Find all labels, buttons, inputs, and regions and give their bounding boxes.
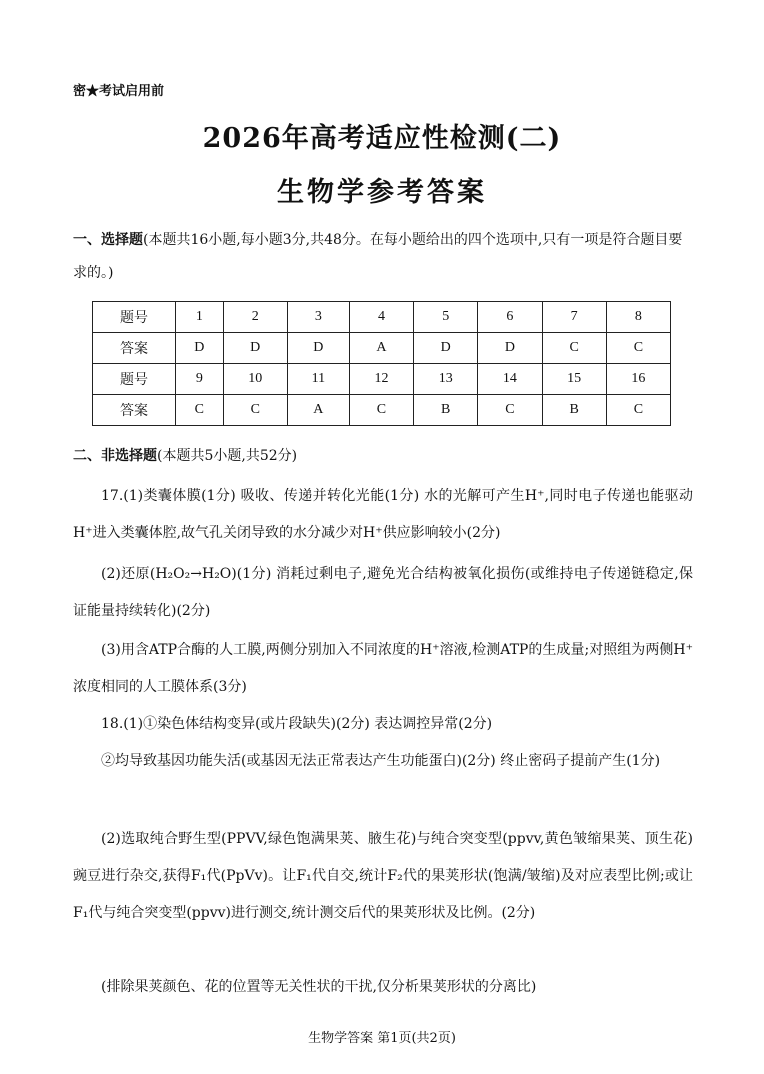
question-number: 16 [606,364,670,395]
answer-cell: D [223,333,287,364]
answer-cell: A [287,395,349,426]
answer-cell: D [478,333,542,364]
section-1-heading [73,224,693,290]
question-number: 12 [349,364,413,395]
table-row [93,364,671,395]
answer-cell: C [478,395,542,426]
answer-table [92,301,671,426]
question-number: 8 [606,302,670,333]
section-2-heading [73,440,693,473]
question-number: 7 [542,302,606,333]
table-row [93,395,671,426]
confidential-label: 密★考试启用前 [73,84,165,99]
question-number: 11 [287,364,349,395]
q18-part3: (2)选取纯合野生型(PPVV,绿色饱满果荚、腋生花)与纯合突变型(ppvv,黄色皱缩果荚、顶生花)豌豆进行杂交,获得F₁代(PpVv)。让F₁代自交,统计F₂代的果荚形状(饱满/皱缩)及对应表型比例;或让F₁代与纯合突变型(ppvv)进行测交,统计测交后代的果荚形状及比例。(2分) [73,831,693,921]
answer-cell: C [349,395,413,426]
page-subtitle: 生物学参考答案 [277,177,487,208]
q17-part3: (3)用含ATP合酶的人工膜,两侧分别加入不同浓度的H⁺溶液,检测ATP的生成量;对照组为两侧H⁺浓度相同的人工膜体系(3分) [73,642,693,695]
answer-cell: D [287,333,349,364]
question-number: 1 [176,302,224,333]
answer-cell: C [606,333,670,364]
section-1-description: (本题共16小题,每小题3分,共48分。在每小题给出的四个选项中,只有一项是符合题目要求的。) [73,232,683,281]
answer-cell: C [223,395,287,426]
q18-part1: 18.(1)①染色体结构变异(或片段缺失)(2分) 表达调控异常(2分) [101,716,493,732]
answer-cell: B [542,395,606,426]
answer-cell: D [176,333,224,364]
question-number: 2 [223,302,287,333]
answer-cell: C [176,395,224,426]
q17-part2: (2)还原(H₂O₂→H₂O)(1分) 消耗过剩电子,避免光合结构被氧化损伤(或维持电子传递链稳定,保证能量持续转化)(2分) [73,566,693,619]
question-number: 3 [287,302,349,333]
question-number: 9 [176,364,224,395]
section-1-label: 一、选择题 [73,232,143,248]
answer-header: 答案 [93,333,176,364]
table-row [93,302,671,333]
question-number-header: 题号 [93,364,176,395]
question-number: 5 [414,302,478,333]
section-2-label: 二、非选择题 [73,448,157,464]
q17-part1: 17.(1)类囊体膜(1分) 吸收、传递并转化光能(1分) 水的光解可产生H⁺,同时电子传递也能驱动H⁺进入类囊体腔,故气孔关闭导致的水分减少对H⁺供应影响较小(2分) [73,488,693,541]
question-number: 14 [478,364,542,395]
q18-note: (排除果荚颜色、花的位置等无关性状的干扰,仅分析果荚形状的分离比) [101,979,537,995]
answer-cell: D [414,333,478,364]
table-row [93,333,671,364]
page-title: 2026年高考适应性检测(二) [202,123,562,154]
answer-cell: C [542,333,606,364]
question-number: 10 [223,364,287,395]
answer-cell: B [414,395,478,426]
question-number: 13 [414,364,478,395]
answer-cell: A [349,333,413,364]
question-number: 6 [478,302,542,333]
question-number: 15 [542,364,606,395]
section-2-description: (本题共5小题,共52分) [157,448,298,464]
answer-header: 答案 [93,395,176,426]
page-footer: 生物学答案 第1页(共2页) [308,1031,456,1046]
answer-cell: C [606,395,670,426]
q18-part2: ②均导致基因功能失活(或基因无法正常表达产生功能蛋白)(2分) 终止密码子提前产生(1分) [101,753,661,769]
question-number: 4 [349,302,413,333]
question-number-header: 题号 [93,302,176,333]
